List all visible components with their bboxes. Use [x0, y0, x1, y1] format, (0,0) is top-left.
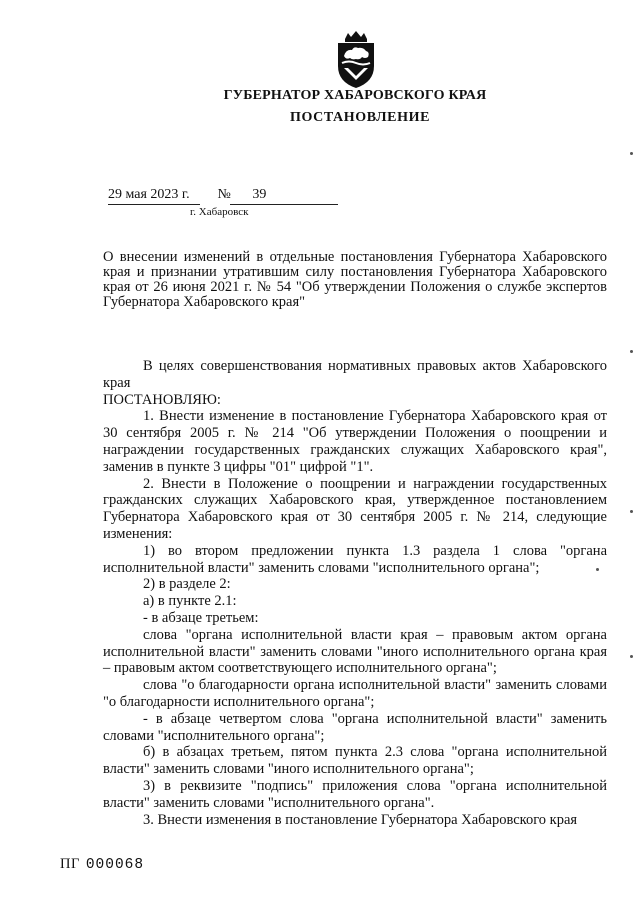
scan-speck	[630, 350, 633, 353]
paragraph: 3. Внести изменения в постановление Губернатора Хабаровского края	[143, 811, 578, 828]
paragraph: - в абзаце четвертом слова "органа исполнительной власти" заменить словами "исполнительного органа";	[103, 710, 607, 744]
form-serial-number: 000068	[85, 857, 145, 873]
paragraph: 2. Внести в Положение о поощрении и награждении государственных гражданских служащих Хабаровского края, утвержденное постановлением Губернатора Хабаровского края от 30 сентября 2005 г. № 214, следующие изменения:	[103, 475, 607, 542]
scan-speck	[630, 510, 633, 513]
paragraph: 1) во втором предложении пункта 1.3 раздела 1 слова "органа исполнительной власти" заменить словами "исполнительного органа";	[103, 542, 607, 576]
preamble: В целях совершенствования нормативных правовых актов Хабаровского края	[103, 358, 607, 391]
document-subject: О внесении изменений в отдельные постановления Губернатора Хабаровского края и признании утратившим силу постановления Губернатора Хабаровского края от 26 июня 2021 г. № 54 "Об утверждении Положения о службе экспертов Губернатора Хабаровского края"	[103, 249, 607, 310]
document-city: г. Хабаровск	[190, 206, 249, 218]
paragraph: слова "органа исполнительной власти края – правовым актом органа исполнительной власти" заменить словами "иного исполнительного органа края – правовым актом соответствующего исполнительного органа";	[103, 626, 607, 677]
paragraph: - в абзаце третьем:	[143, 609, 259, 626]
scan-speck	[630, 152, 633, 155]
paragraph: слова "о благодарности органа исполнительной власти" заменить словами "о благодарности исполнительного органа";	[103, 677, 607, 710]
date-number-line	[108, 187, 266, 203]
decree-word: ПОСТАНОВЛЯЮ:	[103, 391, 221, 408]
document-date: 29 мая 2023 г.	[108, 187, 190, 202]
issuer-title: ГУБЕРНАТОР ХАБАРОВСКОГО КРАЯ	[223, 88, 487, 103]
paragraph: 1. Внести изменение в постановление Губернатора Хабаровского края от 30 сентября 2005 г. № 214 "Об утверждении Положения о поощрении и награждении государственных гражданских служащих Хабаровского края", заменив в пункте 3 цифры "01" цифрой "1".	[103, 408, 607, 475]
form-serial	[60, 856, 144, 873]
paragraph: б) в абзацах третьем, пятом пункта 2.3 слова "органа исполнительной власти" заменить словами "иного исполнительного органа";	[103, 744, 607, 778]
document-type: ПОСТАНОВЛЕНИЕ	[289, 110, 431, 125]
paragraph: 2) в разделе 2:	[143, 576, 231, 593]
paragraph: 3) в реквизите "подпись" приложения слова "органа исполнительной власти" заменить словами "исполнительного органа".	[103, 777, 607, 811]
number-underline	[230, 204, 338, 205]
form-serial-prefix: ПГ	[60, 856, 80, 872]
number-label: №	[217, 187, 231, 202]
date-underline	[108, 204, 200, 205]
paragraph: а) в пункте 2.1:	[143, 593, 237, 610]
khabarovsk-coat-of-arms-icon	[330, 30, 382, 90]
scan-speck	[596, 568, 599, 571]
scan-speck	[630, 655, 633, 658]
document-number: 39	[252, 187, 267, 202]
document-body	[103, 358, 607, 828]
